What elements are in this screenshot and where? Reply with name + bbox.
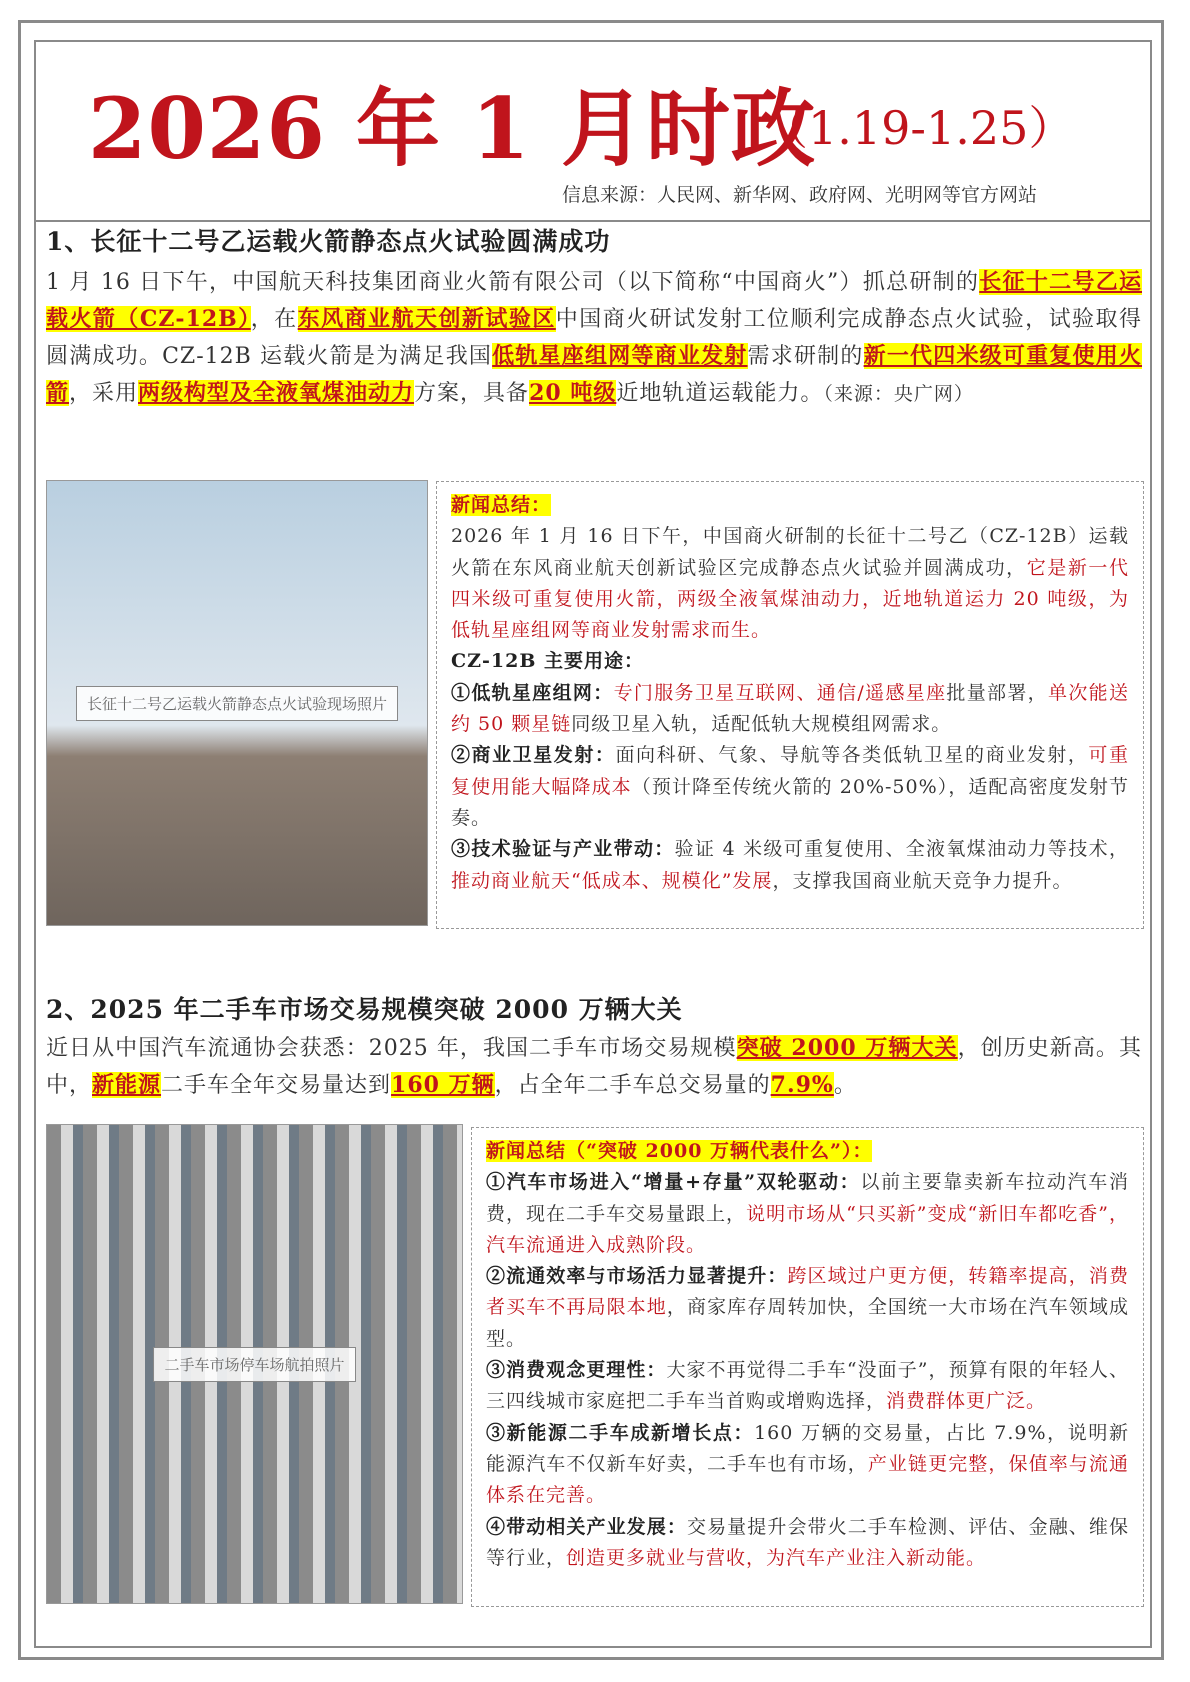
text: 交易量提升会带火二手车检测、评估、金融、维保等行业，	[486, 1515, 1129, 1569]
text: 1 月 16 日下午，中国航天科技集团商业火箭有限公司（以下简称“中国商火”）抓总研制的	[46, 270, 980, 295]
date-range: （1.19-1.25）	[762, 101, 1075, 155]
highlight: 160 万辆	[391, 1072, 495, 1098]
text: 验证 4 米级可重复使用、全液氧煤油动力等技术，	[674, 838, 1129, 861]
red-text: 可重复使用能大幅降成本	[451, 744, 1129, 798]
text: 方案，具备	[414, 381, 530, 406]
red-text: 单次能送约 50 颗星链	[451, 681, 1129, 736]
text: ，商家库存周转加快，全国统一大市场在汽车领域成型。	[486, 1296, 1129, 1350]
text: 160 万辆的交易量，占比 7.9%，说明新能源汽车不仅新车好卖，二手车也有市场，	[486, 1421, 1129, 1475]
section2-paragraph	[46, 1030, 1142, 1104]
section2-summary-box	[471, 1127, 1144, 1607]
summary-heading: 新闻总结（“突破 2000 万辆代表什么”）：	[486, 1140, 873, 1162]
source-note: （来源：央广网）	[823, 383, 974, 405]
highlight: 20 吨级	[529, 380, 617, 406]
point-label: ④带动相关产业发展：	[486, 1515, 687, 1538]
text: 以前主要靠卖新车拉动汽车消费，现在二手车交易量跟上，	[486, 1171, 1129, 1225]
text: ，占全年二手车总交易量的	[494, 1073, 771, 1098]
highlight: 新能源	[92, 1072, 162, 1098]
section2-title: 2、2025 年二手车市场交易规模突破 2000 万辆大关	[46, 995, 683, 1024]
source-line: 信息来源：人民网、新华网、政府网、光明网等官方网站	[562, 184, 1038, 206]
highlight: 7.9%	[770, 1072, 834, 1098]
text: 二手车全年交易量达到	[161, 1073, 392, 1098]
red-text: 它是新一代四米级可重复使用火箭，两级全液氧煤油动力，近地轨道运力 20 吨级，为低轨星座组网等商业发射需求而生。	[451, 556, 1129, 642]
text: 中国商火研试发射工位顺利完成静态点火试验，试验取得圆满成功。CZ-12B 运载火箭是为满足我国	[46, 307, 1142, 369]
red-text: 说明市场从“只买新”变成“新旧车都吃香”，汽车流通进入成熟阶段。	[486, 1202, 1129, 1256]
highlight: 东风商业航天创新试验区	[297, 306, 556, 332]
image-caption: 二手车市场停车场航拍照片	[153, 1347, 355, 1382]
red-text: 推动商业航天“低成本、规模化”发展	[451, 869, 773, 892]
text: ，创历史新高。其中，	[46, 1036, 1142, 1098]
highlight: 长征十二号乙运载火箭（CZ-12B）	[46, 269, 1142, 332]
text: 同级卫星入轨，适配低轨大规模组网需求。	[571, 713, 952, 736]
use-label: ②商业卫星发射：	[451, 744, 616, 767]
text: 。	[833, 1073, 857, 1098]
point-label: ②流通效率与市场活力显著提升：	[486, 1265, 788, 1288]
page-title: 2026 年 1 月时政	[88, 79, 816, 178]
highlight: 低轨星座组网等商业发射	[492, 343, 748, 369]
car-lot-aerial-photo	[46, 1124, 463, 1604]
text: 2026 年 1 月 16 日下午，中国商火研制的长征十二号乙（CZ-12B）运载火箭在东风商业航天创新试验区完成静态点火试验并圆满成功，	[451, 525, 1129, 579]
point-label: ③新能源二手车成新增长点：	[486, 1421, 755, 1444]
red-text: 跨区域过户更方便，转籍率提高，消费者买车不再局限本地	[486, 1265, 1129, 1319]
highlight: 两级构型及全液氧煤油动力	[138, 380, 415, 406]
red-text: 消费群体更广泛。	[886, 1390, 1047, 1413]
use-label: ③技术验证与产业带动：	[451, 838, 675, 861]
summary-heading: 新闻总结：	[451, 494, 552, 516]
text: ，在	[250, 307, 298, 332]
highlight: 新一代四米级可重复使用火箭	[46, 343, 1142, 406]
text: ，支撑我国商业航天竞争力提升。	[772, 869, 1073, 892]
text: 批量部署，	[946, 681, 1049, 704]
uses-heading: CZ-12B 主要用途：	[451, 650, 644, 673]
red-text: 创造更多就业与营收，为汽车产业注入新动能。	[566, 1546, 987, 1569]
point-label: ①汽车市场进入“增量+存量”双轮驱动：	[486, 1171, 861, 1194]
text: 近地轨道运载能力。	[616, 381, 824, 406]
section1-summary-box	[436, 481, 1144, 929]
text: 需求研制的	[747, 344, 864, 369]
red-text: 专门服务卫星互联网、通信/遥感星座	[613, 681, 947, 704]
text: 面向科研、气象、导航等各类低轨卫星的商业发射，	[615, 744, 1089, 767]
rocket-photo	[46, 480, 428, 926]
text: 近日从中国汽车流通协会获悉：2025 年，我国二手车市场交易规模	[46, 1036, 737, 1061]
highlight: 突破 2000 万辆大关	[736, 1035, 958, 1061]
text: （预计降至传统火箭的 20%-50%），适配高密度发射节奏。	[451, 775, 1129, 829]
red-text: 产业链更完整，保值率与流通体系在完善。	[486, 1452, 1129, 1507]
image-caption: 长征十二号乙运载火箭静态点火试验现场照片	[76, 686, 398, 721]
section1-paragraph	[46, 264, 1142, 413]
section1-title: 1、长征十二号乙运载火箭静态点火试验圆满成功	[46, 227, 611, 256]
text: ，采用	[69, 381, 139, 406]
use-label: ①低轨星座组网：	[451, 681, 614, 704]
text: 大家不再觉得二手车“没面子”，预算有限的年轻人、三四线城市家庭把二手车当首购或增购选择，	[486, 1359, 1129, 1413]
point-label: ③消费观念更理性：	[486, 1359, 667, 1382]
